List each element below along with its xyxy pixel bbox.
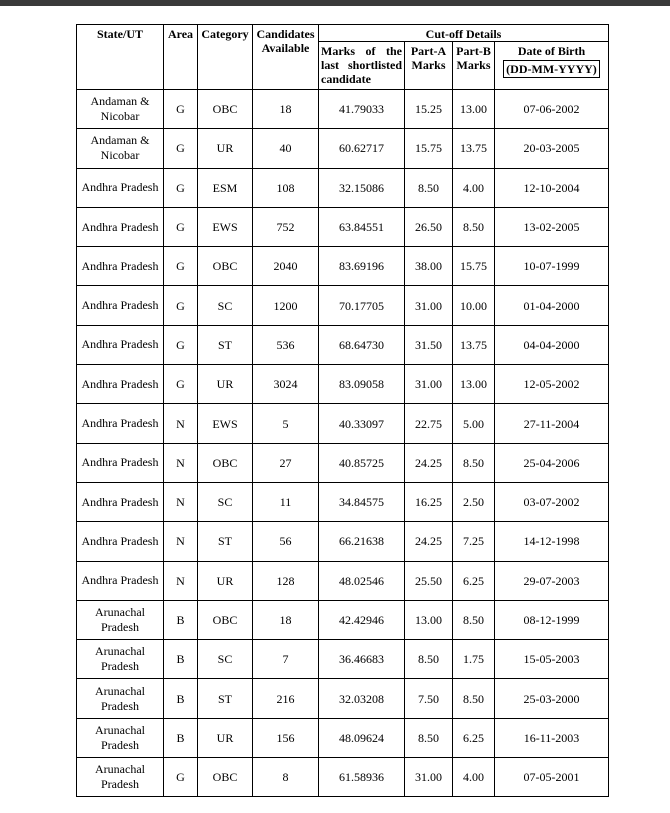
cell-marks: 32.15086 [319,168,405,207]
cell-marks: 40.85725 [319,443,405,482]
table-row [77,90,609,129]
cell-part-a: 22.75 [405,404,453,443]
cell-area: N [164,522,198,561]
cell-dob: 25-03-2000 [495,679,609,718]
header-area: Area [164,25,198,90]
cell-area: N [164,561,198,600]
cell-candidates: 7 [253,640,319,679]
cell-category: EWS [198,404,253,443]
table-row [77,482,609,521]
table-row [77,522,609,561]
cell-dob: 12-05-2002 [495,365,609,404]
cell-part-b: 6.25 [453,718,495,757]
table-row [77,718,609,757]
cell-part-b: 13.75 [453,325,495,364]
cell-part-b: 13.75 [453,129,495,168]
table-row [77,168,609,207]
table-row [77,325,609,364]
cell-area: N [164,404,198,443]
cell-marks: 70.17705 [319,286,405,325]
cell-state: Andhra Pradesh [77,207,164,246]
cell-candidates: 752 [253,207,319,246]
cell-area: N [164,443,198,482]
cell-state: Andhra Pradesh [77,286,164,325]
cell-category: ST [198,325,253,364]
cell-dob: 25-04-2006 [495,443,609,482]
cell-state: Andhra Pradesh [77,561,164,600]
cell-candidates: 11 [253,482,319,521]
cell-marks: 36.46683 [319,640,405,679]
cell-state: Andhra Pradesh [77,325,164,364]
header-part-b: Part-B Marks [453,42,495,90]
cell-part-a: 8.50 [405,168,453,207]
cell-area: G [164,286,198,325]
cell-dob: 10-07-1999 [495,247,609,286]
cell-marks: 48.09624 [319,718,405,757]
cell-dob: 07-05-2001 [495,758,609,797]
cell-part-b: 7.25 [453,522,495,561]
cell-part-b: 13.00 [453,365,495,404]
cell-area: G [164,168,198,207]
cell-state: Arunachal Pradesh [77,758,164,797]
header-marks-last: Marks of the last shortlisted candidate [319,42,405,90]
cell-candidates: 27 [253,443,319,482]
cell-category: UR [198,561,253,600]
cell-part-b: 4.00 [453,758,495,797]
cell-part-b: 10.00 [453,286,495,325]
cell-category: ST [198,679,253,718]
table-row [77,404,609,443]
cell-category: OBC [198,247,253,286]
cell-dob: 20-03-2005 [495,129,609,168]
table-row [77,640,609,679]
cell-category: SC [198,640,253,679]
cell-category: OBC [198,443,253,482]
cell-marks: 61.58936 [319,758,405,797]
cell-part-b: 13.00 [453,90,495,129]
cell-part-a: 31.00 [405,365,453,404]
table-row [77,129,609,168]
cell-dob: 04-04-2000 [495,325,609,364]
cell-area: G [164,90,198,129]
cell-dob: 15-05-2003 [495,640,609,679]
cell-marks: 83.69196 [319,247,405,286]
cell-dob: 03-07-2002 [495,482,609,521]
cell-part-a: 8.50 [405,640,453,679]
cell-category: ESM [198,168,253,207]
cell-state: Andhra Pradesh [77,522,164,561]
cell-dob: 07-06-2002 [495,90,609,129]
cell-part-a: 16.25 [405,482,453,521]
cell-part-a: 15.25 [405,90,453,129]
cell-state: Andhra Pradesh [77,365,164,404]
cell-category: EWS [198,207,253,246]
cell-category: OBC [198,600,253,639]
cell-part-a: 31.00 [405,286,453,325]
cell-part-a: 24.25 [405,443,453,482]
cell-area: G [164,207,198,246]
header-cutoff-details: Cut-off Details [319,25,609,42]
header-part-a: Part-A Marks [405,42,453,90]
cell-marks: 63.84551 [319,207,405,246]
cell-part-a: 13.00 [405,600,453,639]
cell-dob: 14-12-1998 [495,522,609,561]
cell-candidates: 108 [253,168,319,207]
cell-marks: 60.62717 [319,129,405,168]
cell-part-a: 7.50 [405,679,453,718]
cell-dob: 27-11-2004 [495,404,609,443]
cell-candidates: 56 [253,522,319,561]
cell-candidates: 216 [253,679,319,718]
cell-candidates: 128 [253,561,319,600]
cell-dob: 08-12-1999 [495,600,609,639]
cell-part-a: 38.00 [405,247,453,286]
cell-candidates: 40 [253,129,319,168]
cell-part-b: 1.75 [453,640,495,679]
table-row [77,561,609,600]
cell-state: Andaman & Nicobar [77,90,164,129]
cell-dob: 12-10-2004 [495,168,609,207]
table-row [77,247,609,286]
cell-candidates: 5 [253,404,319,443]
cell-area: B [164,640,198,679]
cell-area: B [164,600,198,639]
cell-part-b: 8.50 [453,207,495,246]
table-row [77,365,609,404]
cell-part-a: 15.75 [405,129,453,168]
cell-marks: 32.03208 [319,679,405,718]
cell-candidates: 18 [253,600,319,639]
cell-marks: 48.02546 [319,561,405,600]
cell-part-a: 26.50 [405,207,453,246]
cell-area: G [164,325,198,364]
cell-part-a: 31.50 [405,325,453,364]
cell-state: Andhra Pradesh [77,443,164,482]
cell-state: Arunachal Pradesh [77,640,164,679]
cell-part-b: 6.25 [453,561,495,600]
cell-dob: 13-02-2005 [495,207,609,246]
cell-area: G [164,365,198,404]
cell-dob: 16-11-2003 [495,718,609,757]
cell-state: Arunachal Pradesh [77,718,164,757]
table-row [77,758,609,797]
header-candidates: Candidates Available [253,25,319,90]
header-dob [495,42,609,90]
cell-candidates: 18 [253,90,319,129]
cell-category: SC [198,286,253,325]
cell-part-b: 8.50 [453,679,495,718]
cell-area: G [164,758,198,797]
cell-marks: 68.64730 [319,325,405,364]
cell-part-b: 5.00 [453,404,495,443]
cell-state: Andhra Pradesh [77,247,164,286]
cell-part-b: 4.00 [453,168,495,207]
cell-candidates: 1200 [253,286,319,325]
cell-part-a: 24.25 [405,522,453,561]
cell-part-b: 8.50 [453,600,495,639]
cell-part-a: 31.00 [405,758,453,797]
header-dob-format: (DD-MM-YYYY) [503,60,600,78]
cell-area: B [164,679,198,718]
cell-part-b: 2.50 [453,482,495,521]
cell-candidates: 3024 [253,365,319,404]
cell-marks: 83.09058 [319,365,405,404]
cell-candidates: 8 [253,758,319,797]
cell-category: ST [198,522,253,561]
cell-state: Andhra Pradesh [77,168,164,207]
cell-part-a: 8.50 [405,718,453,757]
cell-candidates: 2040 [253,247,319,286]
cell-candidates: 156 [253,718,319,757]
table-row [77,679,609,718]
cell-category: OBC [198,758,253,797]
header-state: State/UT [77,25,164,90]
table-row [77,286,609,325]
table-row [77,600,609,639]
cell-dob: 01-04-2000 [495,286,609,325]
cell-marks: 34.84575 [319,482,405,521]
cell-marks: 40.33097 [319,404,405,443]
cell-part-b: 15.75 [453,247,495,286]
cell-state: Arunachal Pradesh [77,600,164,639]
cell-category: UR [198,718,253,757]
cell-state: Andhra Pradesh [77,404,164,443]
cell-area: B [164,718,198,757]
cell-state: Andhra Pradesh [77,482,164,521]
cutoff-table [76,24,609,797]
cell-category: SC [198,482,253,521]
cell-marks: 66.21638 [319,522,405,561]
cell-area: N [164,482,198,521]
cell-area: G [164,247,198,286]
cell-category: OBC [198,90,253,129]
table-row [77,443,609,482]
table-row [77,207,609,246]
header-dob-label: Date of Birth [517,44,586,58]
header-category: Category [198,25,253,90]
cell-state: Arunachal Pradesh [77,679,164,718]
cell-candidates: 536 [253,325,319,364]
cell-part-a: 25.50 [405,561,453,600]
cell-marks: 41.79033 [319,90,405,129]
cell-state: Andaman & Nicobar [77,129,164,168]
cell-area: G [164,129,198,168]
top-border-bar [0,0,670,6]
cell-marks: 42.42946 [319,600,405,639]
cell-dob: 29-07-2003 [495,561,609,600]
cell-category: UR [198,129,253,168]
cell-part-b: 8.50 [453,443,495,482]
cell-category: UR [198,365,253,404]
